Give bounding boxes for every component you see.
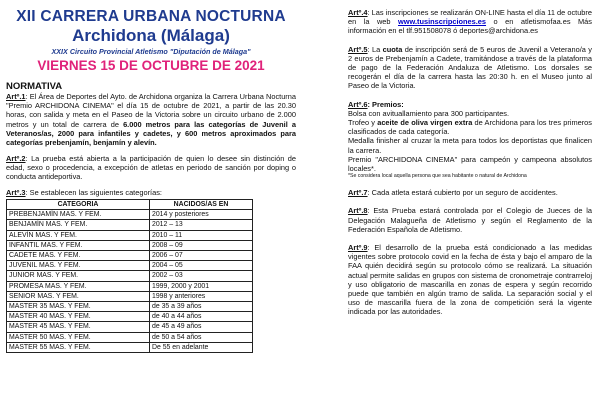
category-cell: PREBENJAMÍN MAS. Y FEM.	[7, 210, 150, 220]
table-row	[7, 261, 253, 271]
article-4: Artº.4: Las inscripciones se realizarán ON-LINE hasta el día 11 de octubre en la web www.tusinscripciones.es o en atletismofaa.es Más información en el tlf.951508078 ó deportes@archidona.es	[348, 8, 592, 36]
article-3: Artº.3: Se establecen las siguientes categorías:	[6, 187, 162, 197]
category-cell: CADETE MAS. Y FEM.	[7, 251, 150, 261]
table-row	[7, 322, 253, 332]
table-row	[7, 332, 253, 342]
category-cell: JUNIOR MAS. Y FEM.	[7, 271, 150, 281]
birth-year-cell: 2002 – 03	[150, 271, 253, 281]
category-cell: MASTER 45 MAS. Y FEM.	[7, 322, 150, 332]
category-cell: SENIOR MAS. Y FEM.	[7, 291, 150, 301]
birth-year-cell: 1998 y anteriores	[150, 291, 253, 301]
birth-year-cell: de 45 a 49 años	[150, 322, 253, 332]
local-note: *Se considera local aquella persona que sea habitante o natural de Archidona	[348, 173, 527, 180]
prize-line: Premio "ARCHIDONA CINEMA" para campeón y campeona absolutos locales*.	[348, 154, 592, 174]
table-header-row	[7, 200, 253, 210]
birth-year-cell: de 35 a 39 años	[150, 302, 253, 312]
birth-year-cell: 2012 – 13	[150, 220, 253, 230]
prize-line: Medalla finisher al cruzar la meta para todos los deportistas que finalicen la carrera.	[348, 136, 592, 155]
category-cell: PROMESA MAS. Y FEM.	[7, 281, 150, 291]
column-header: CATEGORIA	[7, 200, 150, 210]
article-5: Artº.5: La cuota de inscripción será de 5 euros de Juvenil a Veterano/a y 2 euros de Prebenjamín a Cadete, tramitándose a través de la plataforma de pago de la Federación Andaluza de Atletismo. Los dorsales se recogerán el día de la carrera hasta las 20:30 h. en el Museo junto al Paseo de la Victoria.	[348, 44, 593, 91]
birth-year-cell: 2004 – 05	[150, 261, 253, 271]
table-row	[7, 342, 253, 352]
table-row	[7, 240, 253, 250]
categories-table-body	[7, 210, 253, 353]
categories-table	[6, 199, 253, 353]
table-row	[7, 220, 253, 230]
left-column	[6, 8, 296, 353]
birth-year-cell: 1999, 2000 y 2001	[150, 281, 253, 291]
birth-year-cell: 2006 – 07	[150, 251, 253, 261]
normativa-heading: NORMATIVA	[6, 81, 63, 92]
birth-year-cell: 2014 y posteriores	[150, 210, 253, 220]
category-cell: ALEVÍN MAS. Y FEM.	[7, 230, 150, 240]
category-cell: MASTER 55 MAS. Y FEM.	[7, 342, 150, 352]
birth-year-cell: de 40 a 44 años	[150, 312, 253, 322]
category-cell: INFANTIL MAS. Y FEM.	[7, 240, 150, 250]
article-1: Artº.1: El Área de Deportes del Ayto. de Archidona organiza la Carrera Urbana Nocturna "Premio ARCHIDONA CINEMA" el día 15 de octubre de 2021, a partir de las 20.30 horas, con salida y meta en el Paseo de la Victoria sobre un circuito urbano de 2.000 metros y un total de carrera de 6.000 metros para las categorías de Juvenil a Veteranos/as, 2000 para infantiles y cadetes, y 600 metros aproximados para categorías prebenjamín, benjamín y alevín.	[6, 92, 296, 148]
article-7: Artº.7: Cada atleta estará cubierto por un seguro de accidentes.	[348, 188, 558, 198]
category-cell: MASTER 35 MAS. Y FEM.	[7, 302, 150, 312]
article-6-heading: Artº.6: Premios:	[348, 99, 404, 109]
registration-link[interactable]: www.tusinscripciones.es	[398, 17, 487, 27]
table-row	[7, 230, 253, 240]
prize-line: Trofeo y aceite de oliva virgen extra de Archidona para los tres primeros clasificados de cada categoría.	[348, 118, 592, 137]
category-cell: JUVENIL MAS. Y FEM.	[7, 261, 150, 271]
article-8: Artº.8: Esta Prueba estará controlada por el Colegio de Jueces de la Delegación Malagueña de Atletismo y según el Reglamento de la Federación Española de Atletismo.	[348, 206, 592, 234]
category-cell: MASTER 50 MAS. Y FEM.	[7, 332, 150, 342]
table-row	[7, 281, 253, 291]
circuit-name: XXIX Circuito Provincial Atletismo "Diputación de Málaga"	[51, 47, 251, 56]
table-row	[7, 302, 253, 312]
category-cell: MASTER 40 MAS. Y FEM.	[7, 312, 150, 322]
article-2: Artº.2: La prueba está abierta a la participación de quien lo desee sin distinción de edad, sexo o procedencia, a excepción de atletas en periodo de sanción por doping o conducta antideportiva.	[6, 153, 296, 182]
right-column	[348, 8, 592, 317]
table-row	[7, 251, 253, 261]
event-subtitle: Archidona (Málaga)	[72, 26, 230, 45]
event-date: VIERNES 15 DE OCTUBRE DE 2021	[37, 58, 265, 73]
birth-year-cell: 2008 – 09	[150, 240, 253, 250]
table-row	[7, 312, 253, 322]
birth-year-cell: de 50 a 54 años	[150, 332, 253, 342]
table-row	[7, 210, 253, 220]
birth-year-cell: 2010 – 11	[150, 230, 253, 240]
birth-year-cell: De 55 en adelante	[150, 342, 253, 352]
article-9: Artº.9: El desarrollo de la prueba está condicionado a las medidas vigentes sobre protocolo covid en la fecha de ésta y bajo el amparo de la FAA quién decidirá según su protocolo cómo se realizará. La situación actual permite salidas en grupos con sistema de cronometraje contrarreloj y uso obligatorio de mascarilla en zonas de espera y según recorrido puede que también en algún tramo de salida. La separación social y el uso de mascarilla fuera de la zona de competición será la vigente indicada por las autoridades.	[348, 243, 592, 317]
table-row	[7, 291, 253, 301]
table-row	[7, 271, 253, 281]
column-header: NACIDOS/AS EN	[150, 200, 253, 210]
category-cell: BENJAMÍN MAS. Y FEM.	[7, 220, 150, 230]
event-title: XII CARRERA URBANA NOCTURNA	[16, 8, 286, 25]
prize-line: Bolsa con avituallamiento para 300 participantes.	[348, 108, 510, 118]
